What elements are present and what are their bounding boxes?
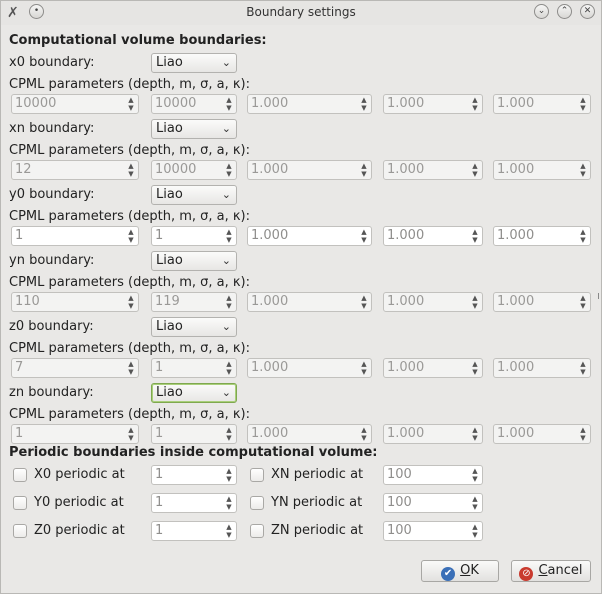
spin-arrows-icon[interactable]: ▲ ▼ (226, 162, 232, 178)
yn-cpml-sigma-value: 1.000 (251, 294, 289, 309)
z0-periodic-value-text: 1 (155, 523, 164, 538)
x0-cpml-a[interactable] (383, 94, 483, 114)
xn-cpml-m-value: 10000 (155, 162, 197, 177)
z0-cpml-m[interactable] (151, 358, 237, 378)
cancel-button-accel: C (538, 563, 548, 578)
y0-cpml-label: CPML parameters (depth, m, σ, a, κ): (9, 209, 250, 224)
spin-arrows-icon[interactable]: ▲ ▼ (128, 294, 134, 310)
yn-periodic-label: YN periodic at (271, 495, 363, 510)
cancel-icon: ⊘ (519, 567, 533, 581)
x0-cpml-kappa[interactable] (493, 94, 591, 114)
yn-periodic-value-text: 100 (387, 495, 412, 510)
y0-periodic-value-text: 1 (155, 495, 164, 510)
xn-cpml-depth[interactable] (11, 160, 139, 180)
xn-cpml-label: CPML parameters (depth, m, σ, a, κ): (9, 143, 250, 158)
spin-arrows-icon[interactable]: ▲ ▼ (580, 162, 586, 178)
yn-cpml-a-value: 1.000 (387, 294, 425, 309)
spin-arrows-icon[interactable]: ▲ ▼ (226, 360, 232, 376)
spin-arrows-icon[interactable]: ▲ ▼ (580, 96, 586, 112)
spin-arrows-icon[interactable]: ▲ ▼ (128, 360, 134, 376)
chevron-down-icon: ⌄ (221, 386, 231, 399)
y0-cpml-m-value: 1 (155, 228, 164, 243)
y0-cpml-depth-value: 1 (15, 228, 24, 243)
zn-boundary-value: Liao (156, 385, 183, 400)
x0-boundary-value: Liao (156, 55, 183, 70)
yn-periodic-checkbox[interactable] (250, 496, 264, 510)
z0-cpml-a[interactable] (383, 358, 483, 378)
zn-cpml-a-value: 1.000 (387, 426, 425, 441)
xn-cpml-a[interactable] (383, 160, 483, 180)
chevron-down-icon: ⌄ (221, 254, 231, 267)
app-icon: ✗ (7, 5, 19, 21)
y0-periodic-value[interactable] (151, 493, 237, 513)
periodic-boundaries-heading: Periodic boundaries inside computational volume: (9, 445, 378, 460)
ok-button-accel: O (460, 563, 471, 578)
spin-arrows-icon[interactable]: ▲ ▼ (361, 228, 367, 244)
zn-periodic-label: ZN periodic at (271, 523, 364, 538)
spin-arrows-icon[interactable]: ▲ ▼ (226, 426, 232, 442)
x0-cpml-m-value: 10000 (155, 96, 197, 111)
spin-arrows-icon[interactable]: ▲ ▼ (361, 96, 367, 112)
y0-boundary-label: y0 boundary: (9, 187, 95, 202)
spin-arrows-icon[interactable]: ▲ ▼ (128, 96, 134, 112)
spin-arrows-icon[interactable]: ▲ ▼ (226, 467, 232, 483)
z0-cpml-depth-value: 7 (15, 360, 24, 375)
yn-cpml-label: CPML parameters (depth, m, σ, a, κ): (9, 275, 250, 290)
x0-periodic-value[interactable] (151, 465, 237, 485)
xn-cpml-sigma[interactable] (247, 160, 372, 180)
spin-arrows-icon[interactable]: ▲ ▼ (580, 294, 586, 310)
xn-cpml-sigma-value: 1.000 (251, 162, 289, 177)
zn-boundary-label: zn boundary: (9, 385, 94, 400)
yn-cpml-kappa[interactable] (493, 292, 591, 312)
maximize-icon[interactable]: ⌃ (557, 4, 572, 19)
window-menu-icon[interactable]: • (29, 4, 44, 19)
z0-cpml-kappa[interactable] (493, 358, 591, 378)
x0-cpml-sigma-value: 1.000 (251, 96, 289, 111)
xn-cpml-depth-value: 12 (15, 162, 32, 177)
xn-periodic-checkbox[interactable] (250, 468, 264, 482)
y0-cpml-kappa-value: 1.000 (497, 228, 535, 243)
x0-cpml-depth-value: 10000 (15, 96, 57, 111)
x0-cpml-depth[interactable] (11, 94, 139, 114)
z0-boundary-label: z0 boundary: (9, 319, 94, 334)
y0-cpml-m[interactable] (151, 226, 237, 246)
yn-cpml-sigma[interactable] (247, 292, 372, 312)
z0-cpml-kappa-value: 1.000 (497, 360, 535, 375)
zn-periodic-checkbox[interactable] (250, 524, 264, 538)
y0-periodic-label: Y0 periodic at (34, 495, 124, 510)
xn-periodic-value-text: 100 (387, 467, 412, 482)
yn-cpml-depth[interactable] (11, 292, 139, 312)
checkmark-icon: ✔ (441, 567, 455, 581)
z0-cpml-sigma[interactable] (247, 358, 372, 378)
spin-arrows-icon[interactable]: ▲ ▼ (472, 294, 478, 310)
zn-periodic-value-text: 100 (387, 523, 412, 538)
spin-arrows-icon[interactable]: ▲ ▼ (472, 162, 478, 178)
title-bar (1, 1, 601, 25)
z0-cpml-label: CPML parameters (depth, m, σ, a, κ): (9, 341, 250, 356)
x0-boundary-label: x0 boundary: (9, 55, 95, 70)
spin-arrows-icon[interactable]: ▲ ▼ (472, 426, 478, 442)
zn-cpml-kappa[interactable] (493, 424, 591, 444)
yn-cpml-a[interactable] (383, 292, 483, 312)
yn-cpml-m[interactable] (151, 292, 237, 312)
x0-cpml-sigma[interactable] (247, 94, 372, 114)
x0-periodic-value-text: 1 (155, 467, 164, 482)
spin-arrows-icon[interactable]: ▲ ▼ (472, 96, 478, 112)
spin-arrows-icon[interactable]: ▲ ▼ (226, 96, 232, 112)
yn-cpml-m-value: 119 (155, 294, 180, 309)
xn-cpml-kappa[interactable] (493, 160, 591, 180)
spin-arrows-icon[interactable]: ▲ ▼ (361, 162, 367, 178)
xn-cpml-a-value: 1.000 (387, 162, 425, 177)
spin-arrows-icon[interactable]: ▲ ▼ (128, 228, 134, 244)
close-icon[interactable]: ✕ (580, 4, 595, 19)
window-title: Boundary settings (246, 5, 356, 19)
x0-cpml-label: CPML parameters (depth, m, σ, a, κ): (9, 77, 250, 92)
zn-cpml-label: CPML parameters (depth, m, σ, a, κ): (9, 407, 250, 422)
y0-cpml-sigma[interactable] (247, 226, 372, 246)
zn-cpml-a[interactable] (383, 424, 483, 444)
zn-cpml-depth[interactable] (11, 424, 139, 444)
xn-periodic-label: XN periodic at (271, 467, 364, 482)
z0-boundary-select[interactable] (151, 317, 237, 337)
spin-arrows-icon[interactable]: ▲ ▼ (580, 228, 586, 244)
spin-arrows-icon[interactable]: ▲ ▼ (580, 426, 586, 442)
chevron-down-icon: ⌄ (221, 188, 231, 201)
spin-arrows-icon[interactable]: ▲ ▼ (361, 426, 367, 442)
spin-arrows-icon[interactable]: ▲ ▼ (472, 495, 478, 511)
zn-cpml-m-value: 1 (155, 426, 164, 441)
yn-boundary-label: yn boundary: (9, 253, 95, 268)
y0-boundary-select[interactable] (151, 185, 237, 205)
xn-boundary-select[interactable] (151, 119, 237, 139)
y0-boundary-value: Liao (156, 187, 183, 202)
z0-cpml-depth[interactable] (11, 358, 139, 378)
zn-cpml-depth-value: 1 (15, 426, 24, 441)
z0-periodic-checkbox[interactable] (13, 524, 27, 538)
spin-arrows-icon[interactable]: ▲ ▼ (361, 360, 367, 376)
ok-button[interactable] (421, 560, 499, 582)
xn-cpml-m[interactable] (151, 160, 237, 180)
x0-cpml-kappa-value: 1.000 (497, 96, 535, 111)
resize-grip[interactable] (598, 293, 602, 299)
z0-cpml-m-value: 1 (155, 360, 164, 375)
x0-periodic-label: X0 periodic at (34, 467, 125, 482)
z0-periodic-value[interactable] (151, 521, 237, 541)
y0-periodic-checkbox[interactable] (13, 496, 27, 510)
xn-boundary-label: xn boundary: (9, 121, 95, 136)
yn-boundary-value: Liao (156, 253, 183, 268)
yn-cpml-kappa-value: 1.000 (497, 294, 535, 309)
zn-cpml-m[interactable] (151, 424, 237, 444)
zn-cpml-kappa-value: 1.000 (497, 426, 535, 441)
y0-cpml-sigma-value: 1.000 (251, 228, 289, 243)
spin-arrows-icon[interactable]: ▲ ▼ (226, 495, 232, 511)
spin-arrows-icon[interactable]: ▲ ▼ (472, 228, 478, 244)
chevron-down-icon: ⌄ (221, 320, 231, 333)
x0-periodic-checkbox[interactable] (13, 468, 27, 482)
xn-boundary-value: Liao (156, 121, 183, 136)
chevron-down-icon: ⌄ (221, 56, 231, 69)
zn-cpml-sigma[interactable] (247, 424, 372, 444)
ok-button-label: K (470, 563, 479, 578)
y0-cpml-kappa[interactable] (493, 226, 591, 246)
spin-arrows-icon[interactable]: ▲ ▼ (472, 467, 478, 483)
zn-boundary-select[interactable] (151, 383, 237, 403)
spin-arrows-icon[interactable]: ▲ ▼ (472, 523, 478, 539)
cancel-button-label: ancel (547, 563, 583, 578)
spin-arrows-icon[interactable]: ▲ ▼ (226, 523, 232, 539)
xn-cpml-kappa-value: 1.000 (497, 162, 535, 177)
spin-arrows-icon[interactable]: ▲ ▼ (128, 162, 134, 178)
z0-periodic-label: Z0 periodic at (34, 523, 125, 538)
yn-periodic-value[interactable] (383, 493, 483, 513)
xn-periodic-value[interactable] (383, 465, 483, 485)
spin-arrows-icon[interactable]: ▲ ▼ (361, 294, 367, 310)
spin-arrows-icon[interactable]: ▲ ▼ (128, 426, 134, 442)
z0-cpml-a-value: 1.000 (387, 360, 425, 375)
y0-cpml-a-value: 1.000 (387, 228, 425, 243)
x0-boundary-select[interactable] (151, 53, 237, 73)
spin-arrows-icon[interactable]: ▲ ▼ (226, 294, 232, 310)
y0-cpml-depth[interactable] (11, 226, 139, 246)
spin-arrows-icon[interactable]: ▲ ▼ (580, 360, 586, 376)
yn-boundary-select[interactable] (151, 251, 237, 271)
cancel-button[interactable] (511, 560, 591, 582)
chevron-down-icon: ⌄ (221, 122, 231, 135)
spin-arrows-icon[interactable]: ▲ ▼ (226, 228, 232, 244)
zn-periodic-value[interactable] (383, 521, 483, 541)
x0-cpml-a-value: 1.000 (387, 96, 425, 111)
z0-cpml-sigma-value: 1.000 (251, 360, 289, 375)
minimize-icon[interactable]: ⌄ (534, 4, 549, 19)
zn-cpml-sigma-value: 1.000 (251, 426, 289, 441)
z0-boundary-value: Liao (156, 319, 183, 334)
x0-cpml-m[interactable] (151, 94, 237, 114)
spin-arrows-icon[interactable]: ▲ ▼ (472, 360, 478, 376)
computational-boundaries-heading: Computational volume boundaries: (9, 33, 267, 48)
yn-cpml-depth-value: 110 (15, 294, 40, 309)
y0-cpml-a[interactable] (383, 226, 483, 246)
